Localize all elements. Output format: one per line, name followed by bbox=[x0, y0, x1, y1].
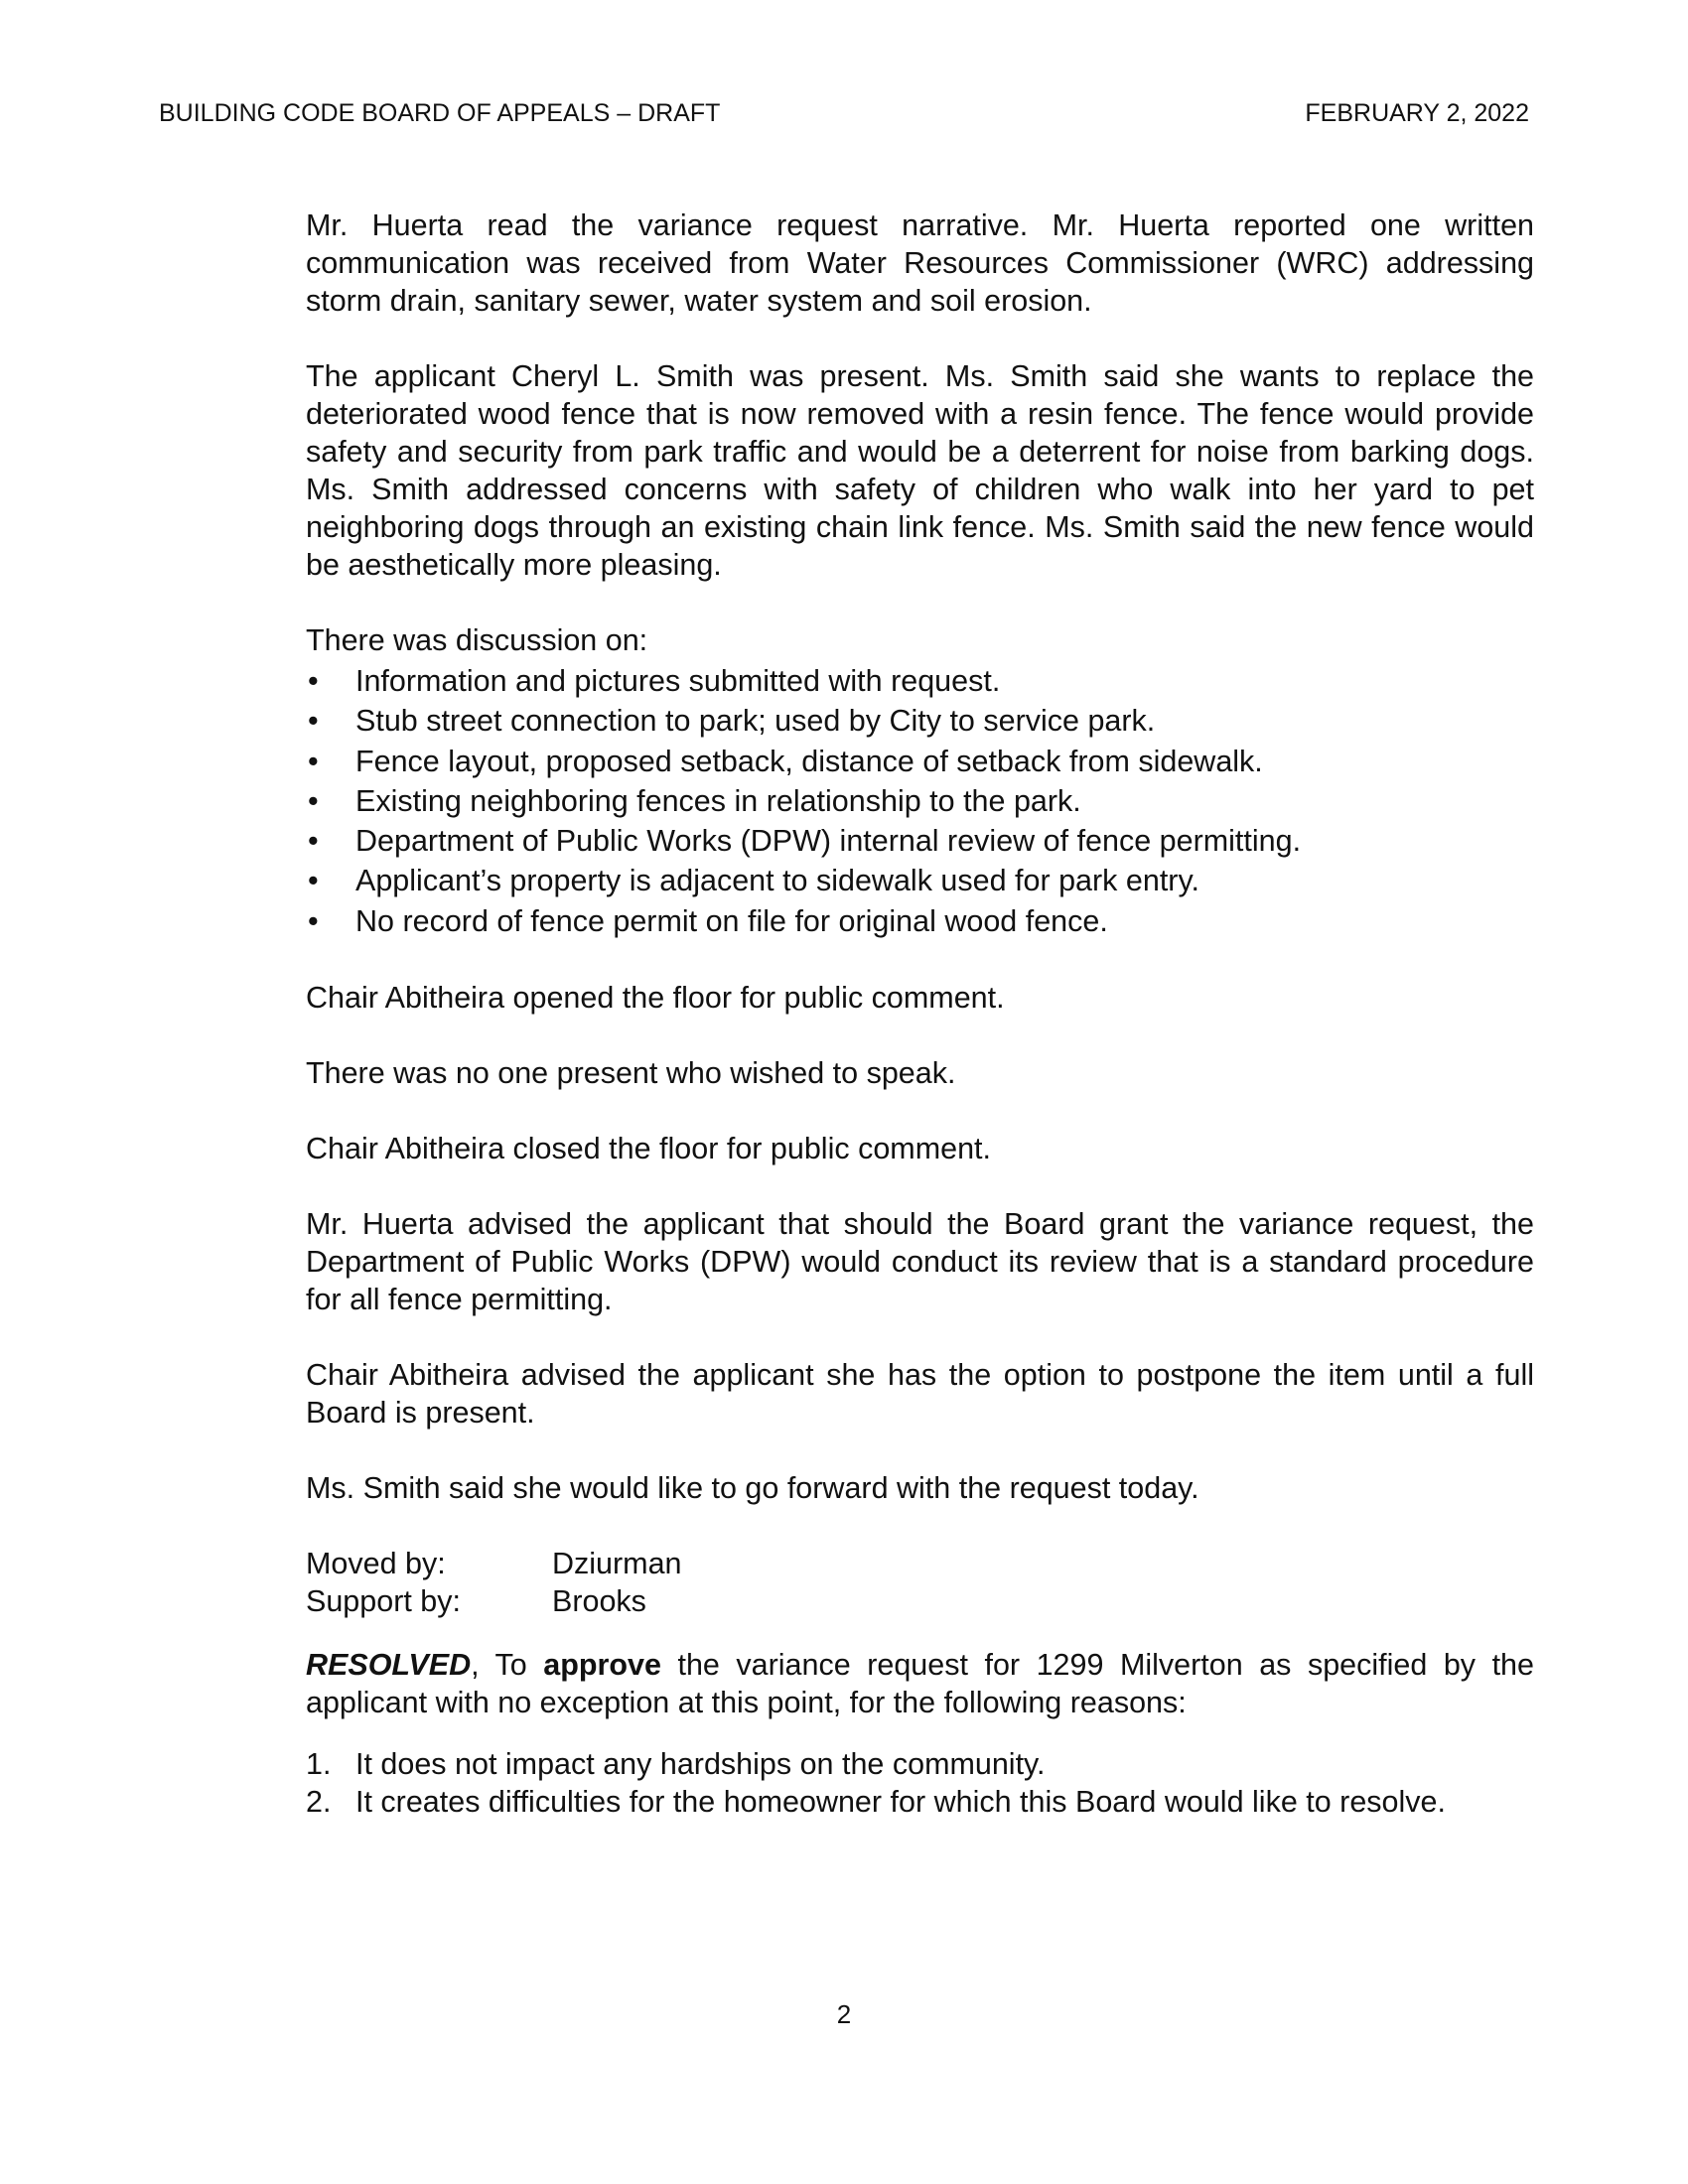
resolved-keyword: RESOLVED bbox=[306, 1648, 472, 1683]
paragraph-applicant: The applicant Cheryl L. Smith was present. Ms. Smith said she wants to replace the deteriorated wood fence that is now removed with a resin fence. The fence would provide safety and security from park traffic and would be a deterrent for noise from barking dogs. Ms. Smith addressed concerns with safety of children who walk into her yard to pet neighboring dogs through an existing chain link fence. Ms. Smith said the new fence would be aesthetically more pleasing. bbox=[306, 359, 1534, 582]
list-item bbox=[306, 1783, 1534, 1821]
paragraph-public-comment-open: Chair Abitheira opened the floor for public comment. bbox=[306, 981, 1005, 1016]
resolution-paragraph bbox=[306, 1646, 1534, 1721]
reason-number: 1. bbox=[306, 1747, 332, 1782]
moved-by-label: Moved by: bbox=[306, 1547, 446, 1581]
page-number: 2 bbox=[836, 1999, 852, 2029]
reason-number: 2. bbox=[306, 1785, 332, 1820]
moved-by-value: Dziurman bbox=[552, 1547, 682, 1581]
motion-block bbox=[306, 1545, 1534, 1620]
resolution-text-1: , To bbox=[471, 1648, 544, 1683]
paragraph-postpone-option: Chair Abitheira advised the applicant she has the option to postpone the item until a full Board is present. bbox=[306, 1358, 1534, 1431]
list-item bbox=[306, 1745, 1534, 1783]
paragraph-narrative: Mr. Huerta read the variance request narrative. Mr. Huerta reported one written communication was received from Water Resources Commissioner (WRC) addressing storm drain, sanitary sewer, water system and soil erosion. bbox=[306, 208, 1534, 318]
reasons-list bbox=[306, 1745, 1534, 1821]
approve-keyword: approve bbox=[543, 1648, 661, 1683]
support-by-label: Support by: bbox=[306, 1584, 461, 1619]
list-item: • Existing neighboring fences in relationship to the park. bbox=[306, 781, 1534, 821]
discussion-list bbox=[306, 661, 1534, 941]
document-body bbox=[306, 206, 1534, 1821]
paragraph-public-comment-closed: Chair Abitheira closed the floor for public comment. bbox=[306, 1132, 991, 1166]
list-item: • Department of Public Works (DPW) internal review of fence permitting. bbox=[306, 821, 1534, 861]
list-item: • Information and pictures submitted with request. bbox=[306, 661, 1534, 701]
header-title: BUILDING CODE BOARD OF APPEALS – DRAFT bbox=[159, 99, 721, 127]
list-item: • Fence layout, proposed setback, distance of setback from sidewalk. bbox=[306, 742, 1534, 781]
list-item: • Applicant’s property is adjacent to sidewalk used for park entry. bbox=[306, 861, 1534, 900]
reason-text: It does not impact any hardships on the community. bbox=[355, 1747, 1046, 1782]
discussion-intro: There was discussion on: bbox=[306, 623, 648, 657]
paragraph-go-forward: Ms. Smith said she would like to go forward with the request today. bbox=[306, 1471, 1199, 1506]
list-item: • No record of fence permit on file for original wood fence. bbox=[306, 901, 1534, 941]
resolution-text-2: the variance request for 1299 Milverton as specified by the applicant with no exception at this point, for the following reasons: bbox=[306, 1648, 1534, 1720]
paragraph-no-speakers: There was no one present who wished to speak. bbox=[306, 1056, 956, 1091]
paragraph-dpw-review: Mr. Huerta advised the applicant that should the Board grant the variance request, the Department of Public Works (DPW) would conduct its review that is a standard procedure for all fence permitting. bbox=[306, 1207, 1534, 1317]
support-by-value: Brooks bbox=[552, 1584, 646, 1619]
reason-text: It creates difficulties for the homeowner for which this Board would like to resolve. bbox=[355, 1785, 1446, 1820]
page-header bbox=[159, 99, 1529, 139]
list-item: • Stub street connection to park; used by City to service park. bbox=[306, 701, 1534, 741]
header-date: FEBRUARY 2, 2022 bbox=[1305, 99, 1529, 127]
